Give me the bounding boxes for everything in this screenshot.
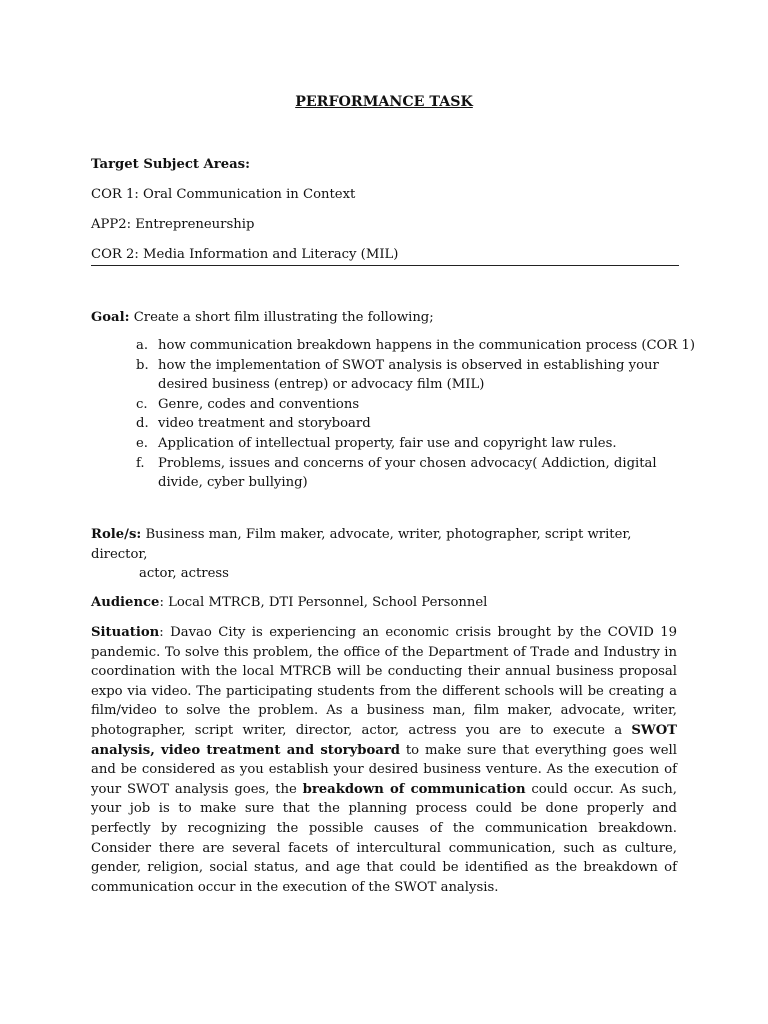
situation-label: Situation — [91, 625, 160, 640]
list-item — [91, 397, 691, 417]
role-text-continued: actor, actress — [139, 566, 229, 582]
page-title: PERFORMANCE TASK — [295, 94, 473, 110]
audience-label: Audience — [91, 595, 160, 610]
role-text: Business man, Film maker, advocate, writer, photographer, script writer, director, — [91, 527, 632, 562]
list-marker: f. — [136, 455, 145, 471]
list-item-text: how communication breakdown happens in the communication process (COR 1) — [158, 338, 696, 353]
list-item-text: video treatment and storyboard — [158, 416, 371, 432]
list-item-text-continued: divide, cyber bullying) — [158, 475, 308, 491]
goal-text: Create a short film illustrating the following; — [133, 310, 434, 325]
list-marker: c. — [136, 396, 148, 412]
list-item — [91, 416, 691, 436]
target-subject-heading: Target Subject Areas: — [91, 157, 250, 172]
list-item — [91, 358, 691, 397]
list-marker: d. — [136, 416, 149, 432]
audience-line — [91, 595, 487, 610]
emphasis-text: SWOT analysis, video treatment and storyboard — [91, 722, 677, 758]
situation-paragraph: Situation: Davao City is experiencing an economic crisis brought by the COVID 19 pandemic. To solve this problem, the office of the Department of Trade and Industry in coordination with the local MTRCB will be conducting their annual business proposal expo via video. The participating students from the different schools will be creating a film/video to solve the problem. As a business man, film maker, advocate, writer, photographer, script writer, director, actor, actress you are to execute a SWOT analysis, video treatment and storyboard to make sure that everything goes well and be considered as you establish your desired business venture. As the execution of your SWOT analysis goes, the breakdown of communication could occur. As such, your job is to make sure that the planning process could be done properly and perfectly by recognizing the possible causes of the communication breakdown. Consider there are several facets of intercultural communication, such as culture, gender, religion, social status, and age that could be identified as the breakdown of communication occur in the execution of the SWOT analysis. — [91, 625, 677, 895]
divider — [91, 265, 679, 266]
list-item — [91, 456, 691, 495]
list-marker: a. — [136, 338, 149, 353]
emphasis-text: breakdown of communication — [302, 781, 526, 797]
subject-line: COR 1: Oral Communication in Context — [91, 187, 356, 202]
list-marker: b. — [136, 357, 149, 373]
audience-text: : Local MTRCB, DTI Personnel, School Personnel — [159, 595, 488, 610]
role-section — [91, 525, 681, 584]
list-item — [91, 338, 696, 358]
list-item-text: Application of intellectual property, fair use and copyright law rules. — [158, 435, 617, 451]
subject-line: COR 2: Media Information and Literacy (MIL) — [91, 247, 399, 262]
list-item-text-continued: desired business (entrep) or advocacy film (MIL) — [158, 377, 485, 393]
list-item — [91, 436, 691, 456]
role-label: Role/s: — [91, 527, 142, 542]
list-item-text: Problems, issues and concerns of your chosen advocacy( Addiction, digital — [158, 455, 657, 471]
goal-list — [91, 338, 696, 495]
goal-label: Goal: — [91, 310, 130, 325]
subject-line: APP2: Entrepreneurship — [91, 217, 255, 232]
goal-line — [91, 310, 434, 325]
list-marker: e. — [136, 435, 148, 451]
list-item-text: Genre, codes and conventions — [158, 396, 360, 412]
list-item-text: how the implementation of SWOT analysis is observed in establishing your — [158, 357, 659, 373]
